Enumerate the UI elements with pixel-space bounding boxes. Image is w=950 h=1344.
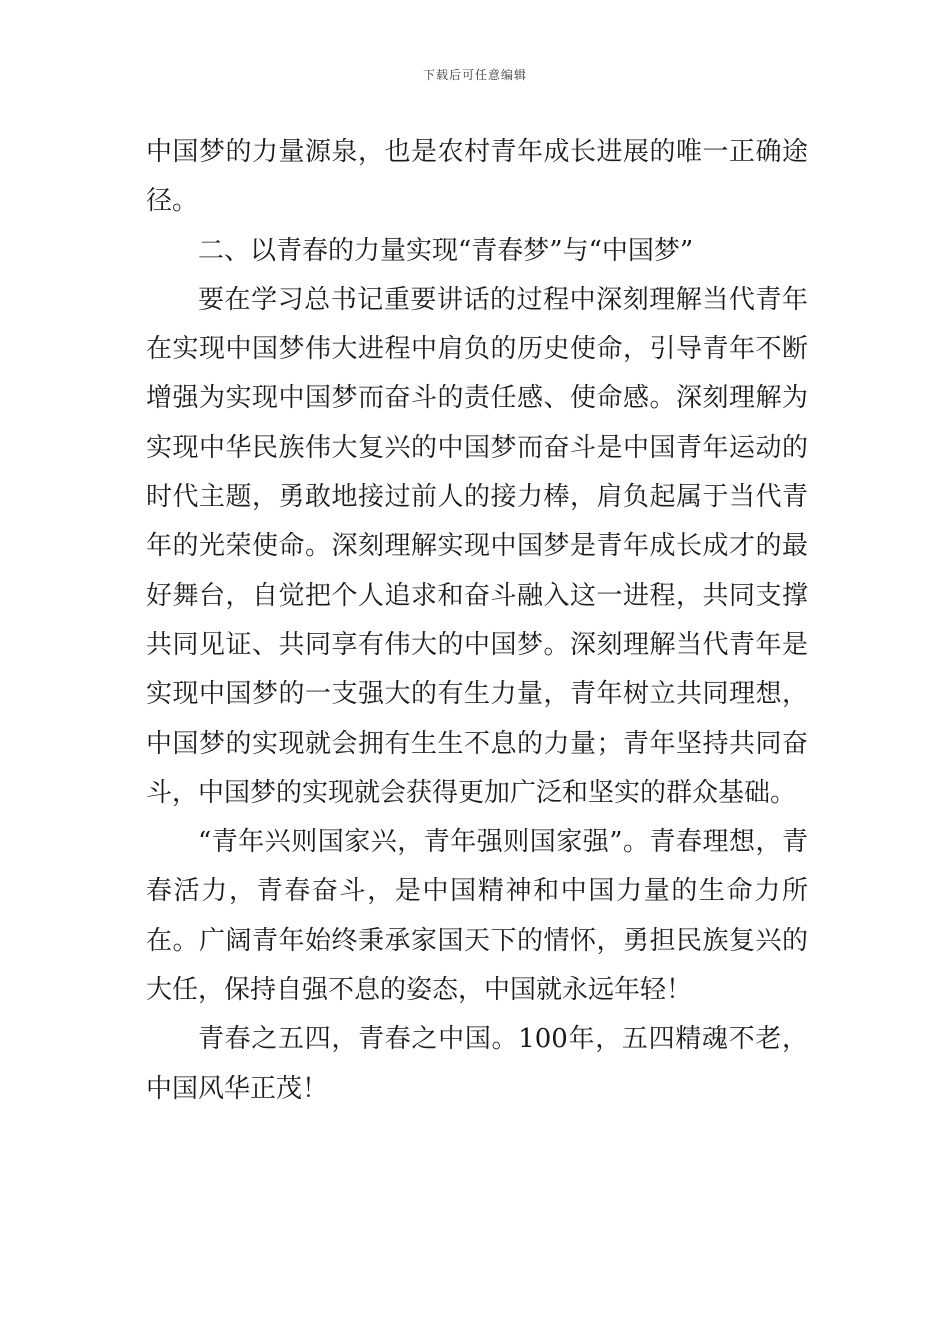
- paragraph: 中国梦的力量源泉，也是农村青年成长进展的唯一正确途径。: [146, 137, 808, 217]
- paragraph: 青春之五四，青春之中国。100年，五四精魂不老，中国风华正茂！: [146, 1024, 808, 1104]
- document-body: [146, 128, 808, 1114]
- paragraph: 要在学习总书记重要讲话的过程中深刻理解当代青年在实现中国梦伟大进程中肩负的历史使命，引导青年不断增强为实现中国梦而奋斗的责任感、使命感。深刻理解为实现中华民族伟大复兴的中国梦而奋斗是中国青年运动的时代主题，勇敢地接过前人的接力棒，肩负起属于当代青年的光荣使命。深刻理解实现中国梦是青年成长成才的最好舞台，自觉把个人追求和奋斗融入这一进程，共同支撑共同见证、共同享有伟大的中国梦。深刻理解当代青年是实现中国梦的一支强大的有生力量，青年树立共同理想，中国梦的实现就会拥有生生不息的力量；青年坚持共同奋斗，中国梦的实现就会获得更加广泛和坚实的群众基础。: [146, 284, 808, 808]
- paragraph: “青年兴则国家兴，青年强则国家强”。青春理想，青春活力，青春奋斗，是中国精神和中国力量的生命力所在。广阔青年始终秉承家国天下的情怀，勇担民族复兴的大任，保持自强不息的姿态，中国就永远年轻！: [146, 827, 808, 1006]
- section-heading: 二、以青春的力量实现“青春梦”与“中国梦”: [198, 235, 694, 266]
- header-note: 下载后可任意编辑: [422, 68, 527, 82]
